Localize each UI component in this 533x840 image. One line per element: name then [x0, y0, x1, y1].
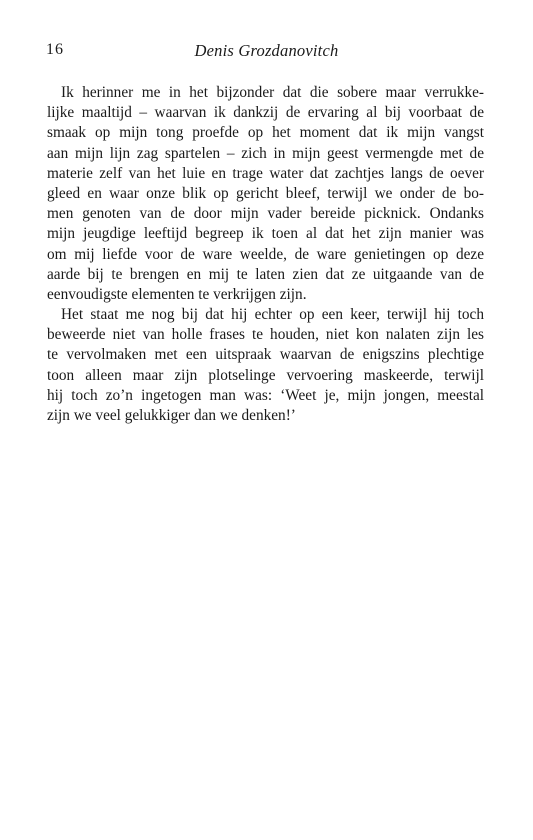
text-line: lijke maaltijd – waarvan ik dankzij de ervaring al bij voorbaat de — [47, 104, 484, 122]
header-author: Denis Grozdanovitch — [194, 41, 339, 60]
page-number: 16 — [46, 41, 64, 58]
body-text — [47, 83, 484, 426]
text-line: beweerde niet van holle frases te houden, niet kon nalaten zijn les — [47, 326, 484, 344]
text-line: men genoten van de door mijn vader bereide picknick. Ondanks — [47, 205, 484, 223]
running-head — [46, 41, 487, 61]
text-line: hij toch zo’n ingetogen man was: ‘Weet je, mijn jongen, meestal — [47, 386, 484, 404]
text-line: zijn we veel gelukkiger dan we denken!’ — [47, 407, 296, 424]
text-line: materie zelf van het luie en trage water dat zachtjes langs de oever — [47, 164, 484, 182]
text-line: te vervolmaken met een uitspraak waarvan de enigszins plechtige — [47, 346, 484, 364]
text-line: mijn jeugdige leeftijd begreep ik toen al dat het zijn manier was — [47, 225, 484, 243]
text-line: smaak op mijn tong proefde op het moment dat ik mijn vangst — [47, 124, 484, 142]
text-line: eenvoudigste elementen te verkrijgen zijn. — [47, 285, 307, 303]
text-line: Het staat me nog bij dat hij echter op een keer, terwijl hij toch — [61, 306, 484, 324]
text-line: aarde bij te brengen en mij te laten zien dat ze uitgaande van de — [47, 265, 484, 283]
text-line: aan mijn lijn zag spartelen – zich in mijn geest vermengde met de — [47, 144, 484, 162]
paragraph-1 — [47, 83, 484, 305]
paragraph-2 — [47, 305, 484, 426]
text-line: Ik herinner me in het bijzonder dat die sobere maar verrukke- — [61, 84, 484, 101]
text-line: gleed en waar onze blik op gericht bleef, terwijl we onder de bo- — [47, 184, 484, 202]
text-line: om mij liefde voor de ware weelde, de ware genietingen op deze — [47, 245, 484, 263]
text-line: toon alleen maar zijn plotselinge vervoering maskeerde, terwijl — [47, 366, 484, 384]
